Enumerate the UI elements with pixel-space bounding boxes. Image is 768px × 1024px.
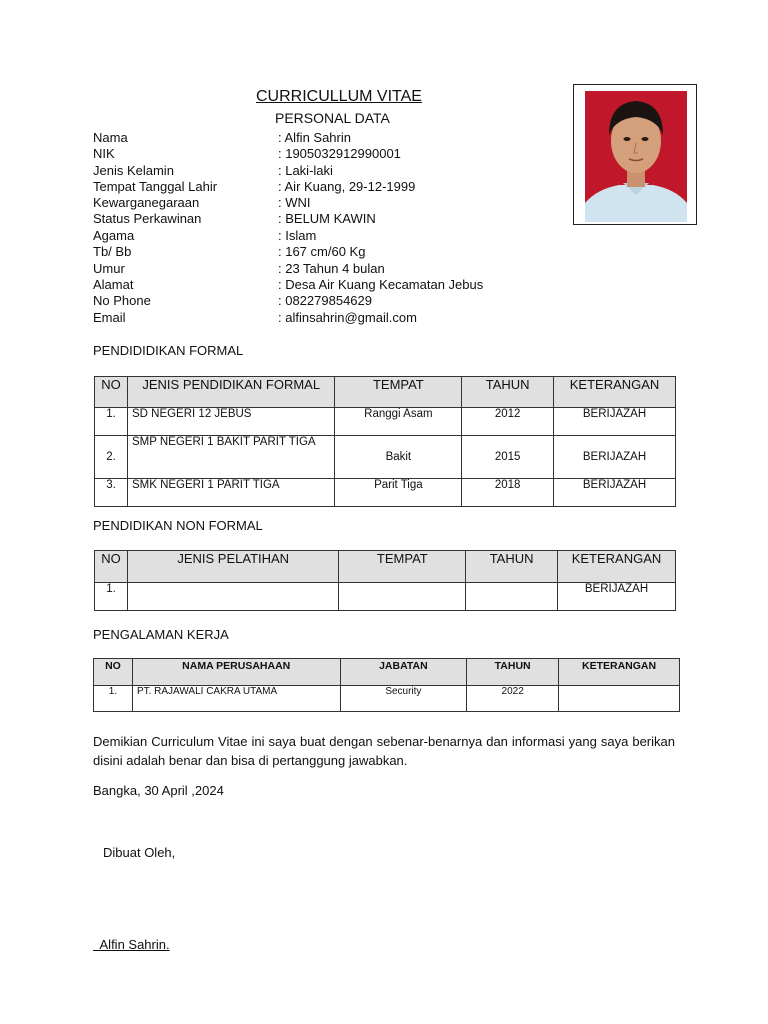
table-cell: 2012	[462, 408, 554, 436]
table-cell	[339, 583, 466, 611]
personal-value: : BELUM KAWIN	[278, 211, 376, 226]
column-header: JENIS PENDIDIKAN FORMAL	[127, 377, 335, 408]
personal-label: Tb/ Bb	[93, 244, 132, 259]
personal-label: Jenis Kelamin	[93, 163, 174, 178]
table-row	[95, 436, 676, 479]
table-cell: SMP NEGERI 1 BAKIT PARIT TIGA	[127, 436, 335, 479]
personal-label: Nama	[93, 130, 128, 145]
column-header: NO	[94, 659, 133, 686]
profile-photo	[585, 91, 687, 222]
table-cell: SMK NEGERI 1 PARIT TIGA	[127, 479, 335, 507]
personal-label: Kewarganegaraan	[93, 195, 200, 210]
section-work-experience-heading: PENGALAMAN KERJA	[93, 627, 229, 642]
table-cell: Bakit	[335, 436, 462, 479]
column-header: NO	[95, 377, 128, 408]
document-title: CURRICULLUM VITAE	[256, 88, 422, 105]
personal-label: Email	[93, 310, 126, 325]
column-header: JENIS PELATIHAN	[127, 551, 338, 583]
signature-name: Alfin Sahrin.	[93, 937, 170, 952]
section-formal-education-heading: PENDIDIDIKAN FORMAL	[93, 343, 244, 358]
personal-value: : 23 Tahun 4 bulan	[278, 261, 385, 276]
personal-label: No Phone	[93, 293, 151, 308]
personal-value: : 082279854629	[278, 293, 372, 308]
personal-value: : Desa Air Kuang Kecamatan Jebus	[278, 277, 484, 292]
table-cell: Parit Tiga	[335, 479, 462, 507]
personal-label: Alamat	[93, 277, 134, 292]
table-cell: 2015	[462, 436, 554, 479]
table-cell: 1.	[95, 408, 128, 436]
column-header: NAMA PERUSAHAAN	[132, 659, 340, 686]
table-header-row	[95, 377, 676, 408]
section-personal-data-title: PERSONAL DATA	[275, 110, 390, 126]
table-cell: 3.	[95, 479, 128, 507]
table-cell: BERIJAZAH	[558, 583, 676, 611]
formal-education-table	[94, 376, 676, 507]
personal-value: : Laki-laki	[278, 163, 333, 178]
column-header: TAHUN	[466, 551, 558, 583]
table-header-row	[95, 551, 676, 583]
table-row	[95, 583, 676, 611]
place-date: Bangka, 30 April ,2024	[93, 783, 224, 798]
section-nonformal-education-heading: PENDIDIKAN NON FORMAL	[93, 518, 263, 533]
personal-label: Umur	[93, 261, 125, 276]
table-cell: 2018	[462, 479, 554, 507]
table-cell	[466, 583, 558, 611]
personal-value: : Alfin Sahrin	[278, 130, 351, 145]
table-cell: 1.	[95, 583, 128, 611]
column-header: KETERANGAN	[558, 551, 676, 583]
personal-value: : WNI	[278, 195, 311, 210]
personal-value: : alfinsahrin@gmail.com	[278, 310, 417, 325]
table-cell: BERIJAZAH	[554, 436, 676, 479]
column-header: NO	[95, 551, 128, 583]
table-row	[94, 686, 680, 712]
table-cell: 2022	[467, 686, 559, 712]
table-cell: BERIJAZAH	[554, 408, 676, 436]
personal-value: : 1905032912990001	[278, 146, 401, 161]
table-row	[95, 479, 676, 507]
column-header: TAHUN	[467, 659, 559, 686]
profile-photo-frame	[573, 84, 697, 225]
column-header: TEMPAT	[339, 551, 466, 583]
personal-value: : Islam	[278, 228, 317, 243]
personal-value: : 167 cm/60 Kg	[278, 244, 366, 259]
nonformal-education-table	[94, 550, 676, 611]
work-experience-table	[93, 658, 680, 712]
table-cell	[559, 686, 680, 712]
made-by-label: Dibuat Oleh,	[103, 845, 176, 860]
column-header: KETERANGAN	[554, 377, 676, 408]
table-cell: PT. RAJAWALI CAKRA UTAMA	[132, 686, 340, 712]
table-header-row	[94, 659, 680, 686]
table-cell: SD NEGERI 12 JEBUS	[127, 408, 335, 436]
table-cell: 1.	[94, 686, 133, 712]
table-cell: Ranggi Asam	[335, 408, 462, 436]
column-header: KETERANGAN	[559, 659, 680, 686]
table-row	[95, 408, 676, 436]
personal-label: Tempat Tanggal Lahir	[93, 179, 218, 194]
table-cell: Security	[340, 686, 467, 712]
personal-value: : Air Kuang, 29-12-1999	[278, 179, 416, 194]
table-cell: 2.	[95, 436, 128, 479]
column-header: TEMPAT	[335, 377, 462, 408]
closing-statement: Demikian Curriculum Vitae ini saya buat dengan sebenar-benarnya dan informasi yang saya berikan disini adalah benar dan bisa di pertanggung jawabkan.	[93, 734, 675, 768]
personal-label: NIK	[93, 146, 115, 161]
table-cell: BERIJAZAH	[554, 479, 676, 507]
personal-label: Agama	[93, 228, 135, 243]
table-cell	[127, 583, 338, 611]
personal-label: Status Perkawinan	[93, 211, 202, 226]
column-header: TAHUN	[462, 377, 554, 408]
column-header: JABATAN	[340, 659, 467, 686]
